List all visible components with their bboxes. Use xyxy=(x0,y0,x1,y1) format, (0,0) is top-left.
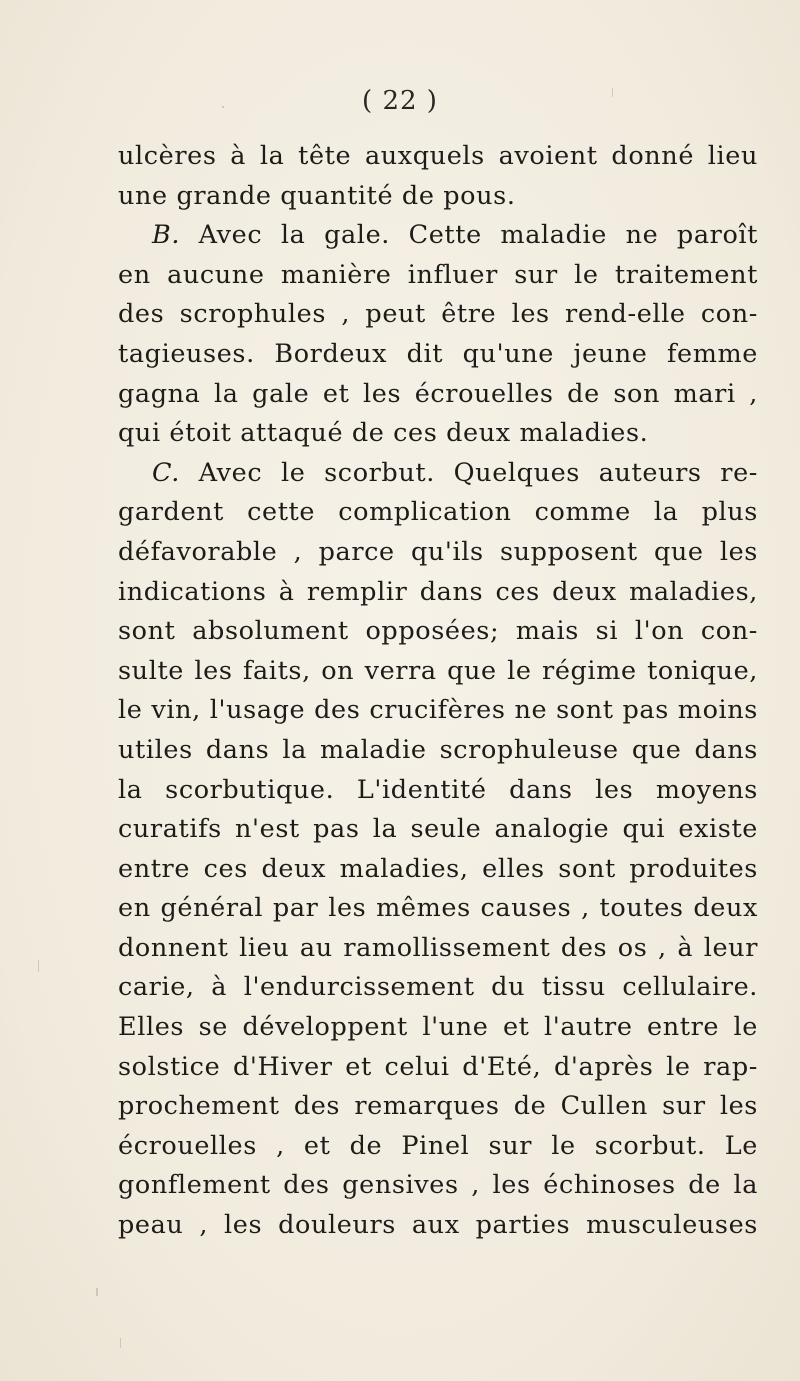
text-line: tagieuses. Bordeux dit qu'une jeune femme xyxy=(118,338,758,369)
line-text: Avec la gale. Cette maladie ne paroît xyxy=(180,220,758,251)
text-line: une grande quantité de pous. xyxy=(118,180,516,211)
text-line: peau , les douleurs aux parties musculeuses xyxy=(118,1210,758,1241)
paper-speck xyxy=(120,1338,121,1348)
text-line: qui étoit attaqué de ces deux maladies. xyxy=(118,418,649,449)
paper-speck xyxy=(96,1288,98,1296)
section-marker: B. xyxy=(152,220,181,251)
text-line: solstice d'Hiver et celui d'Eté, d'après le rap- xyxy=(118,1051,758,1082)
text-line: carie, à l'endurcissement du tissu cellulaire. xyxy=(118,972,758,1003)
text-line: indications à remplir dans ces deux maladies, xyxy=(118,576,758,607)
text-line: gagna la gale et les écrouelles de son mari , xyxy=(118,378,758,409)
text-line: écrouelles , et de Pinel sur le scorbut. Le xyxy=(118,1130,758,1161)
text-line: entre ces deux maladies, elles sont produites xyxy=(118,853,758,884)
text-line: gardent cette complication comme la plus xyxy=(118,497,758,528)
text-line xyxy=(118,454,758,494)
text-line: gonflement des gensives , les échinoses de la xyxy=(118,1170,758,1201)
paper-speck xyxy=(38,960,39,972)
text-line xyxy=(118,216,758,256)
text-line: le vin, l'usage des crucifères ne sont pas moins xyxy=(118,695,758,726)
text-line: Elles se développent l'une et l'autre entre le xyxy=(118,1012,758,1043)
text-line: ulcères à la tête auxquels avoient donné lieu xyxy=(118,141,758,171)
text-line: défavorable , parce qu'ils supposent que les xyxy=(118,536,758,567)
text-line: des scrophules , peut être les rend-elle con- xyxy=(118,299,758,330)
text-line: prochement des remarques de Cullen sur les xyxy=(118,1091,758,1122)
page-number: ( 22 ) xyxy=(362,86,438,116)
text-line: en général par les mêmes causes , toutes deux xyxy=(118,893,758,924)
line-text: Avec le scorbut. Quelques auteurs re- xyxy=(179,457,758,488)
text-line: en aucune manière influer sur le traitement xyxy=(118,259,758,290)
section-marker: C. xyxy=(152,457,180,488)
body-text xyxy=(118,137,758,1246)
text-line: sulte les faits, on verra que le régime tonique, xyxy=(118,655,758,686)
text-line: curatifs n'est pas la seule analogie qui existe xyxy=(118,814,758,845)
text-line: donnent lieu au ramollissement des os , à leur xyxy=(118,932,758,963)
text-line: la scorbutique. L'identité dans les moyens xyxy=(118,774,758,805)
text-line: sont absolument opposées; mais si l'on con- xyxy=(118,616,758,647)
text-line: utiles dans la maladie scrophuleuse que dans xyxy=(118,734,758,765)
